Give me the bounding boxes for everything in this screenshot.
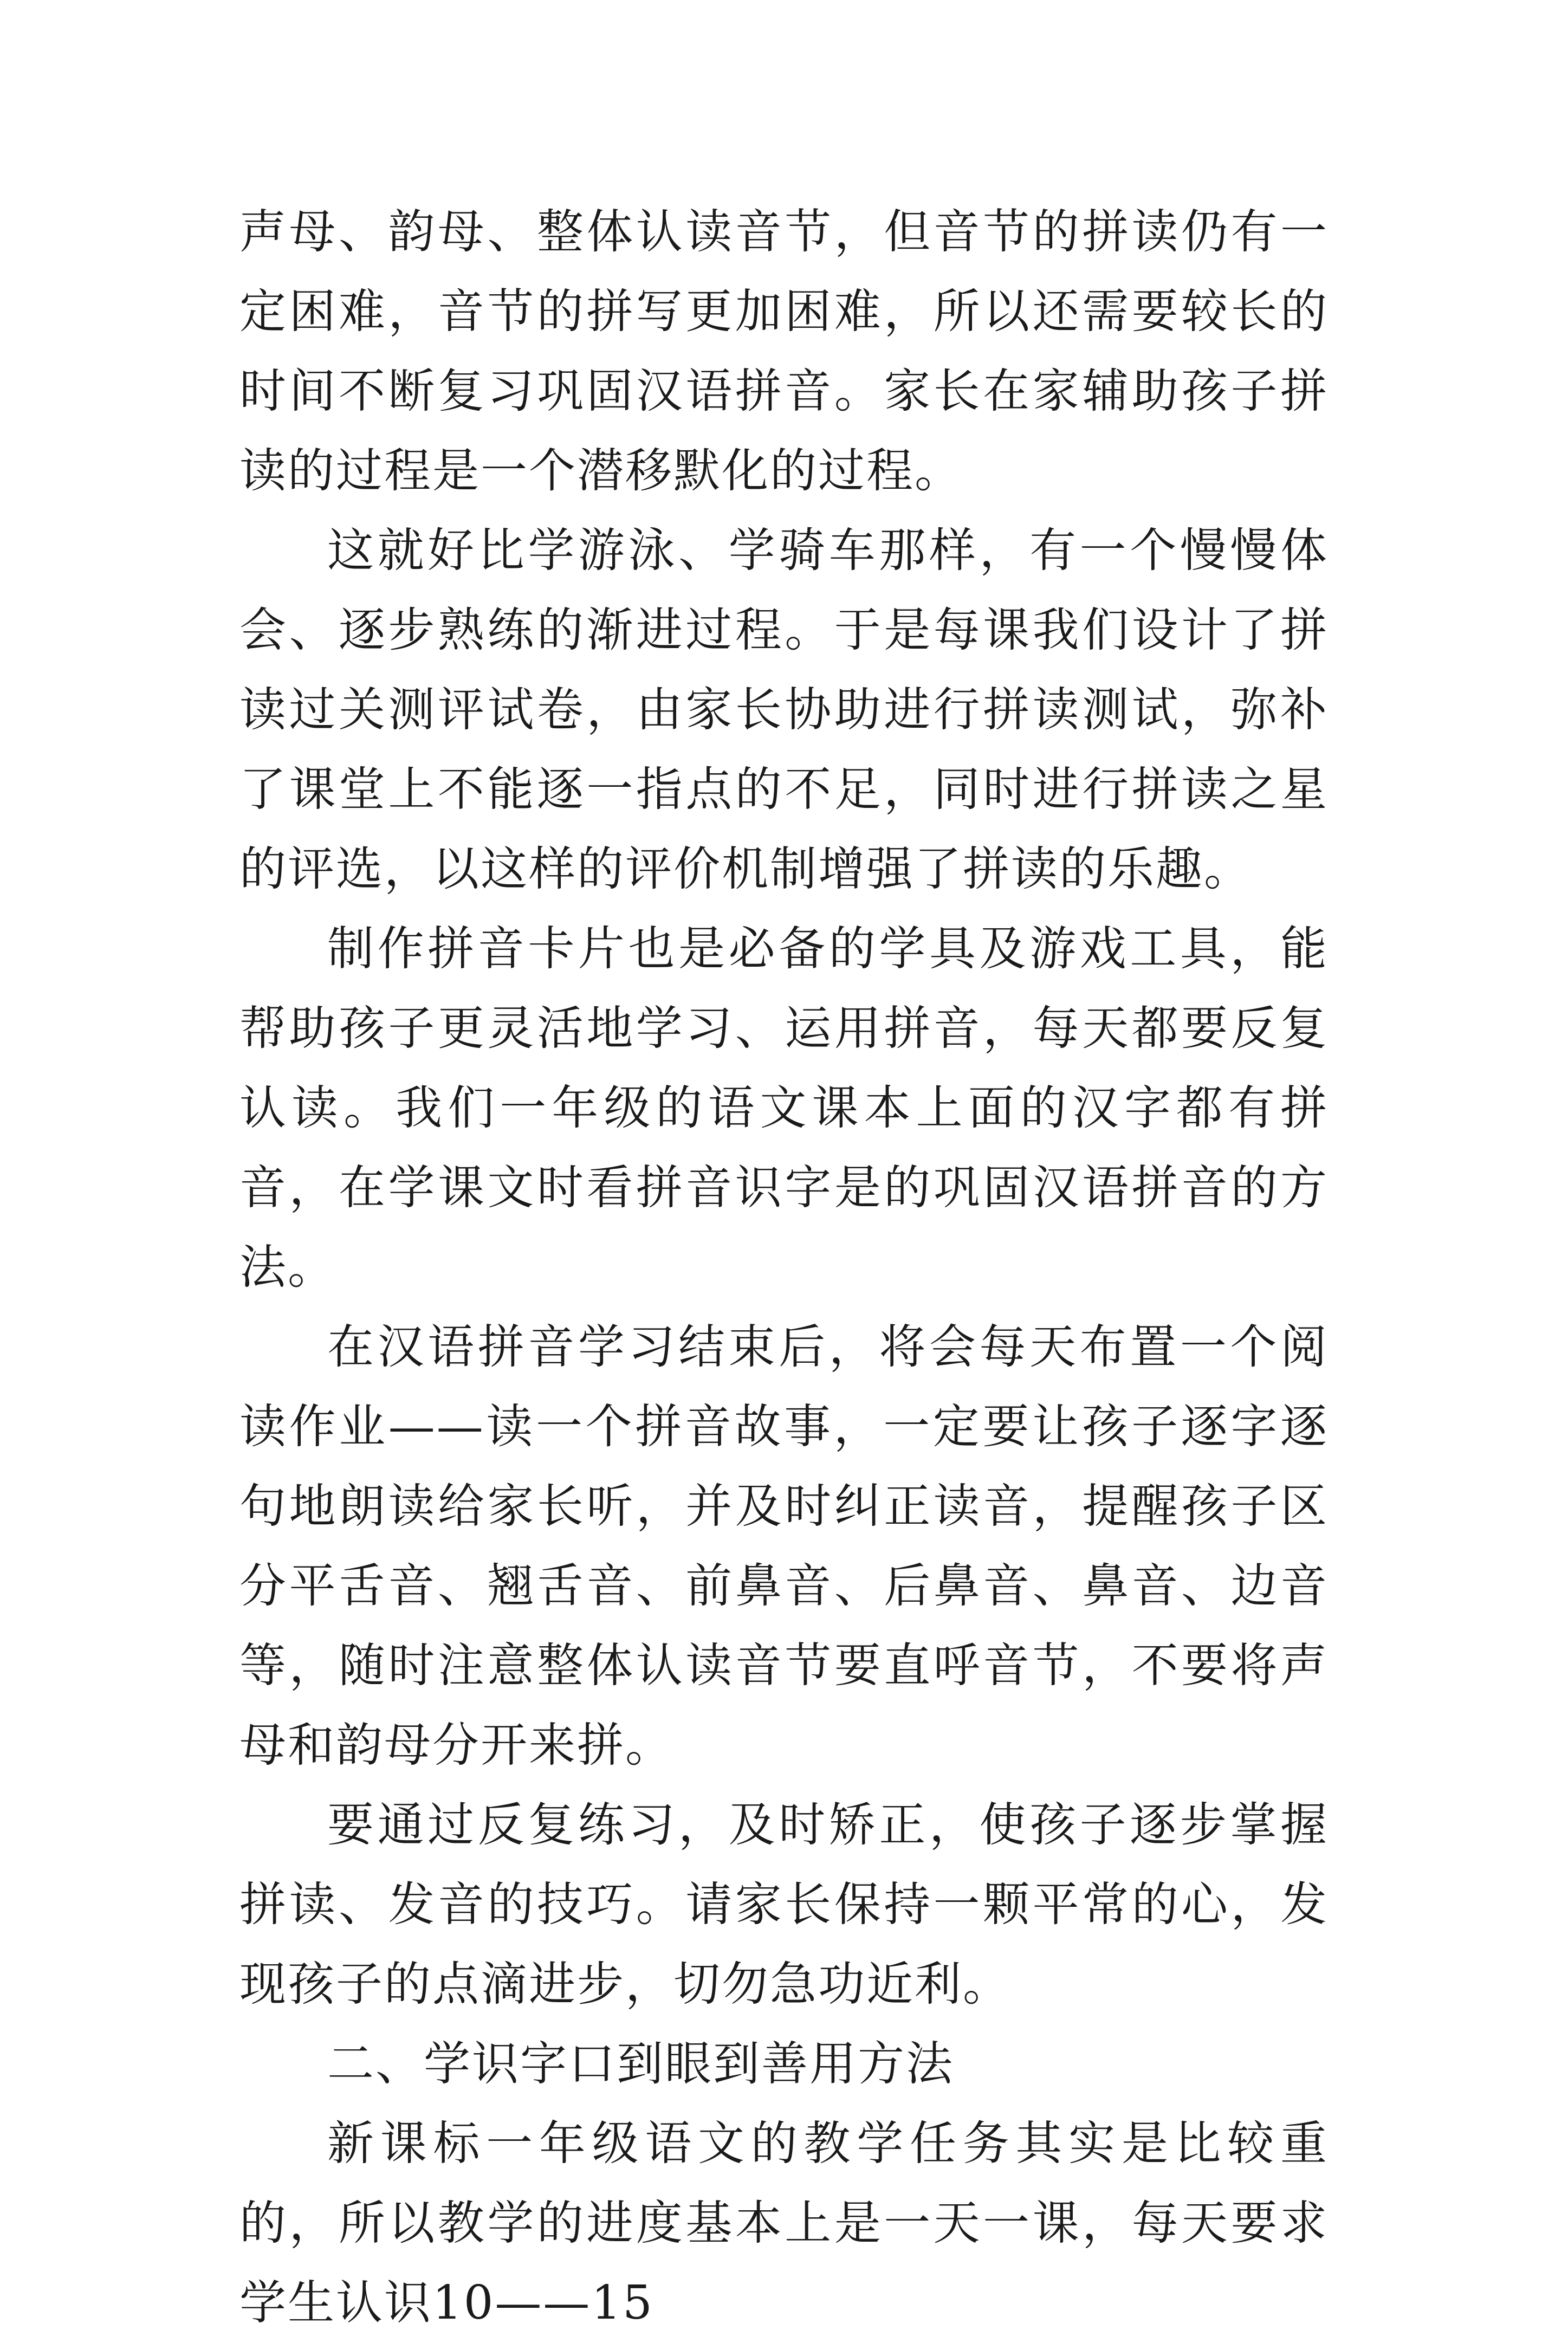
paragraph-2: 这就好比学游泳、学骑车那样，有一个慢慢体会、逐步熟练的渐进过程。于是每课我们设计了拼读过关测评试卷，由家长协助进行拼读测试，弥补了课堂上不能逐一指点的不足，同时进行拼读之星的评选，以这样的评价机制增强了拼读的乐趣。	[239, 523, 1329, 896]
paragraph-5: 要通过反复练习，及时矫正，使孩子逐步掌握拼读、发音的技巧。请家长保持一颗平常的心，发现孩子的点滴进步，切勿急功近利。	[239, 1798, 1329, 2011]
document-body	[239, 192, 1329, 2343]
paragraph-4: 在汉语拼音学习结束后，将会每天布置一个阅读作业——读一个拼音故事，一定要让孩子逐字逐句地朗读给家长听，并及时纠正读音，提醒孩子区分平舌音、翘舌音、前鼻音、后鼻音、鼻音、边音等，随时注意整体认读音节要直呼音节，不要将声母和韵母分开来拼。	[239, 1320, 1329, 1772]
paragraph-3: 制作拼音卡片也是必备的学具及游戏工具，能帮助孩子更灵活地学习、运用拼音，每天都要反复认读。我们一年级的语文课本上面的汉字都有拼音，在学课文时看拼音识字是的巩固汉语拼音的方法。	[239, 922, 1329, 1295]
paragraph-6: 新课标一年级语文的教学任务其实是比较重的，所以教学的进度基本上是一天一课，每天要求学生认识10——15	[239, 2117, 1329, 2330]
paragraph-1: 声母、韵母、整体认读音节，但音节的拼读仍有一定困难，音节的拼写更加困难，所以还需要较长的时间不断复习巩固汉语拼音。家长在家辅助孩子拼读的过程是一个潜移默化的过程。	[239, 205, 1329, 498]
section-heading: 二、学识字口到眼到善用方法	[327, 2037, 954, 2091]
